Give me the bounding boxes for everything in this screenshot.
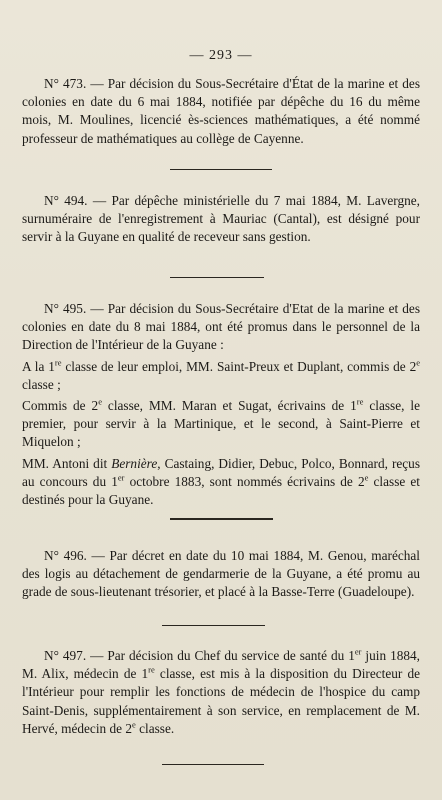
entry-473-text: N° 473. — Par décision du Sous-Secrétaire d'État de la marine et des colonies en date du 6 mai 1884, notifiée par dépêche du 16 du même mois, M. Moulines, licencié ès-sciences mathématiques, a été nommé professeur de mathématiques au collège de Cayenne. — [22, 76, 420, 146]
entry-494-text: N° 494. — Par dépêche ministérielle du 7 mai 1884, M. Lavergne, surnuméraire de l'enregistrement à Mauriac (Cantal), est désigné pour servir à la Guyane en qualité de receveur sans gestion. — [22, 193, 420, 245]
entry-497-text: N° 497. — Par décision du Chef du service de santé du 1er juin 1884, M. Alix, médecin de 1re classe, est mis à la disposition du Directeur de l'Intérieur pour remplir les fonctions de médecin de l'hospice du camp Saint-Denis, supplémentairement à son service, en remplacement de M. Hervé, médecin de 2e classe. — [22, 646, 420, 736]
entry-473 — [22, 75, 420, 148]
entry-495-intro: N° 495. — Par décision du Sous-Secrétaire d'Etat de la marine et des colonies en date du 8 mai 1884, ont été promus dans le personnel de la Direction de l'Intérieur de la Guyane : — [22, 301, 420, 353]
entry-496-text: N° 496. — Par décret en date du 10 mai 1884, M. Genou, maréchal des logis au détachement de gendarmerie de la Guyane, a été promu au grade de sous-lieutenant trésorier, et placé à la Basse-Terre (Guadeloupe). — [22, 548, 420, 600]
entry-495-promotion-2: Commis de 2e classe, MM. Maran et Sugat, écrivains de 1re classe, le premier, pour servir à la Martinique, et le second, à Saint-Pierre et Miquelon ; — [22, 396, 420, 450]
entry-495-promotion-1: A la 1re classe de leur emploi, MM. Saint-Preux et Duplant, commis de 2e classe ; — [22, 357, 420, 392]
entry-494 — [22, 192, 420, 247]
separator-rule — [170, 169, 272, 170]
separator-rule — [170, 277, 264, 278]
entry-495 — [22, 300, 420, 509]
separator-rule-thick — [170, 518, 273, 520]
separator-rule — [162, 625, 265, 626]
entry-495-promotion-3: MM. Antoni dit Bernière, Castaing, Didier, Debuc, Polco, Bonnard, reçus au concours du 1er octobre 1883, sont nommés écrivains de 2e classe et destinés pour la Guyane. — [22, 455, 421, 508]
entry-497 — [22, 647, 420, 738]
page-number: — 293 — — [189, 48, 253, 63]
separator-rule — [162, 764, 264, 765]
entry-496 — [22, 547, 420, 602]
